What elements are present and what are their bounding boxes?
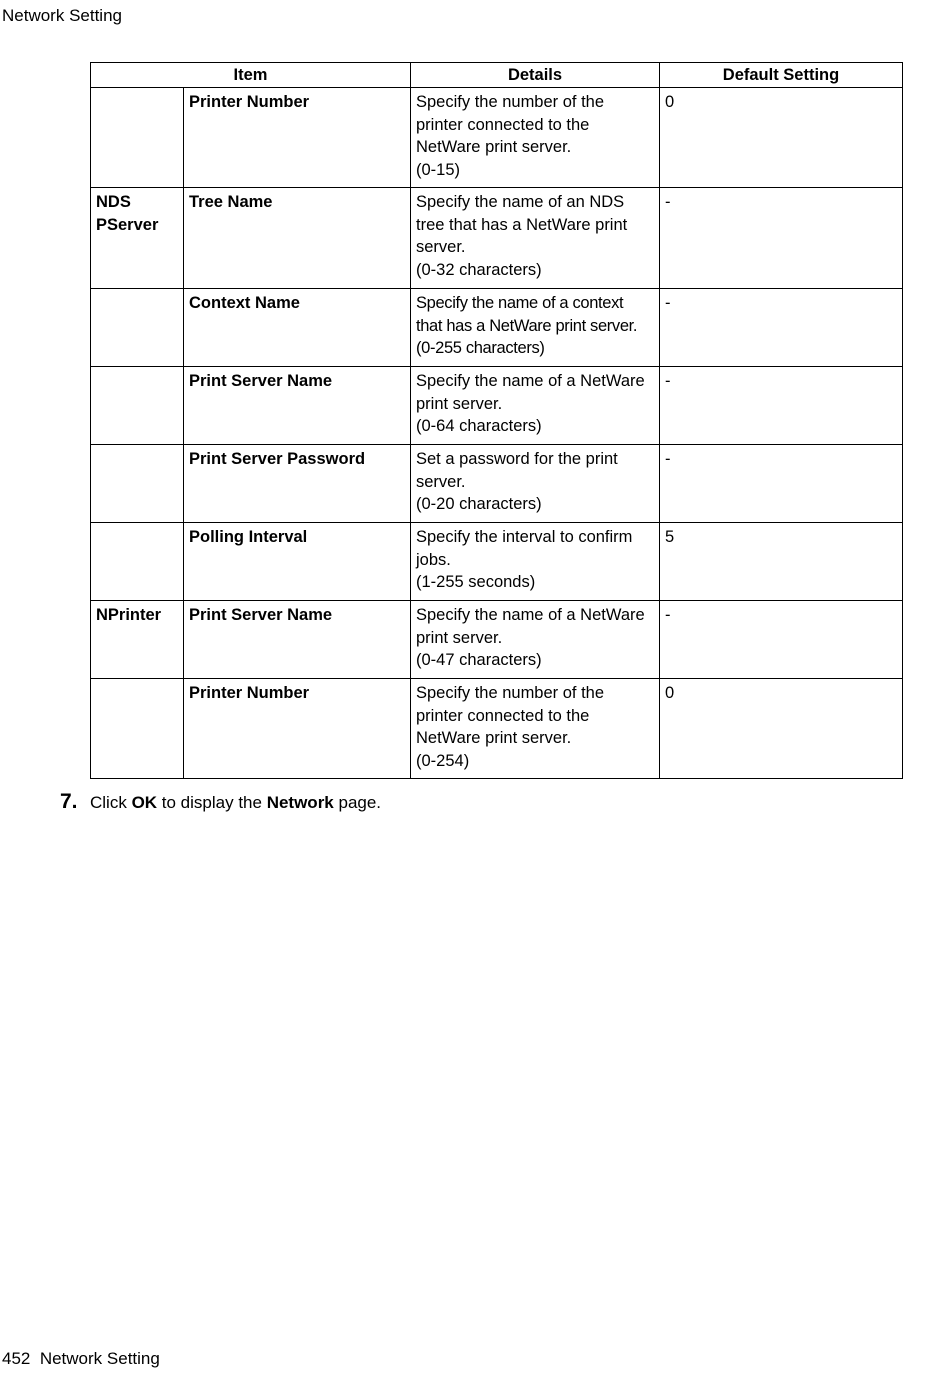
details-line: (0-254) <box>416 751 470 770</box>
page-number: 452 <box>2 1349 31 1368</box>
details-line: Specify the number of the <box>416 684 605 702</box>
header-default-setting: Default Setting <box>660 63 903 88</box>
details-line: (0-47 characters) <box>416 651 542 669</box>
details-line: (0-64 characters) <box>416 417 542 435</box>
details-line: (0-15) <box>416 160 461 179</box>
details-line: Specify the number of the <box>416 93 605 111</box>
table-row <box>91 188 903 289</box>
details-line: Specify the name of a context <box>416 294 624 312</box>
default-cell: 0 <box>660 679 903 779</box>
default-cell: - <box>660 289 903 367</box>
step-instruction <box>60 790 381 815</box>
details-cell <box>411 289 660 367</box>
category-cell <box>91 88 184 188</box>
ok-label: OK <box>131 793 158 812</box>
item-cell: Print Server Name <box>184 367 411 445</box>
table-row <box>91 367 903 445</box>
details-line: tree that has a NetWare print <box>416 215 628 234</box>
category-cell <box>91 679 184 779</box>
footer-title: Network Setting <box>39 1349 160 1368</box>
details-cell <box>411 188 660 289</box>
category-line: PServer <box>96 215 159 234</box>
item-cell: Printer Number <box>184 88 411 188</box>
table-row <box>91 601 903 679</box>
details-line: printer connected to the <box>416 115 590 134</box>
details-line: printer connected to the <box>416 706 590 725</box>
default-cell: 5 <box>660 523 903 601</box>
details-cell <box>411 679 660 779</box>
table-row <box>91 88 903 188</box>
page-header-title: Network Setting <box>2 6 122 25</box>
header-item: Item <box>91 63 411 88</box>
network-settings-table <box>90 62 903 779</box>
details-line: that has a NetWare print server. <box>416 316 638 335</box>
table-row <box>91 289 903 367</box>
details-cell <box>411 601 660 679</box>
details-line: Specify the name of a NetWare <box>416 606 645 624</box>
details-line: print server. <box>416 394 503 413</box>
details-line: (0-255 characters) <box>416 339 545 357</box>
category-cell <box>91 445 184 523</box>
details-cell <box>411 445 660 523</box>
details-cell <box>411 88 660 188</box>
details-line: (0-32 characters) <box>416 260 542 279</box>
details-line: Specify the name of an NDS <box>416 193 625 211</box>
details-line: Specify the name of a NetWare <box>416 372 645 390</box>
default-cell: 0 <box>660 88 903 188</box>
table-row <box>91 679 903 779</box>
item-cell: Print Server Password <box>184 445 411 523</box>
item-cell: Print Server Name <box>184 601 411 679</box>
step-number: 7. <box>60 790 78 813</box>
default-cell: - <box>660 367 903 445</box>
network-label: Network <box>266 793 334 812</box>
category-cell <box>91 188 184 289</box>
default-cell: - <box>660 188 903 289</box>
category-cell: NPrinter <box>91 601 184 679</box>
category-cell <box>91 289 184 367</box>
details-line: (0-20 characters) <box>416 495 542 513</box>
step-text-after: page. <box>333 793 382 812</box>
details-line: jobs. <box>416 550 451 569</box>
header-details: Details <box>411 63 660 88</box>
item-cell: Polling Interval <box>184 523 411 601</box>
category-cell <box>91 523 184 601</box>
details-line: print server. <box>416 628 503 647</box>
category-line: NDS <box>96 193 131 211</box>
details-line: server. <box>416 238 466 256</box>
details-cell <box>411 523 660 601</box>
table-row <box>91 445 903 523</box>
step-text-middle: to display the <box>157 793 267 812</box>
default-cell: - <box>660 601 903 679</box>
details-line: NetWare print server. <box>416 138 572 156</box>
step-text-before: Click <box>90 793 132 812</box>
item-cell: Printer Number <box>184 679 411 779</box>
item-cell: Context Name <box>184 289 411 367</box>
details-line: NetWare print server. <box>416 729 572 747</box>
details-cell <box>411 367 660 445</box>
details-line: server. <box>416 472 466 491</box>
details-line: Set a password for the print <box>416 450 618 468</box>
page-footer <box>2 1349 160 1369</box>
details-line: (1-255 seconds) <box>416 573 536 591</box>
table-row <box>91 523 903 601</box>
table-header-row <box>91 63 903 88</box>
item-cell: Tree Name <box>184 188 411 289</box>
category-cell <box>91 367 184 445</box>
default-cell: - <box>660 445 903 523</box>
details-line: Specify the interval to confirm <box>416 528 633 546</box>
